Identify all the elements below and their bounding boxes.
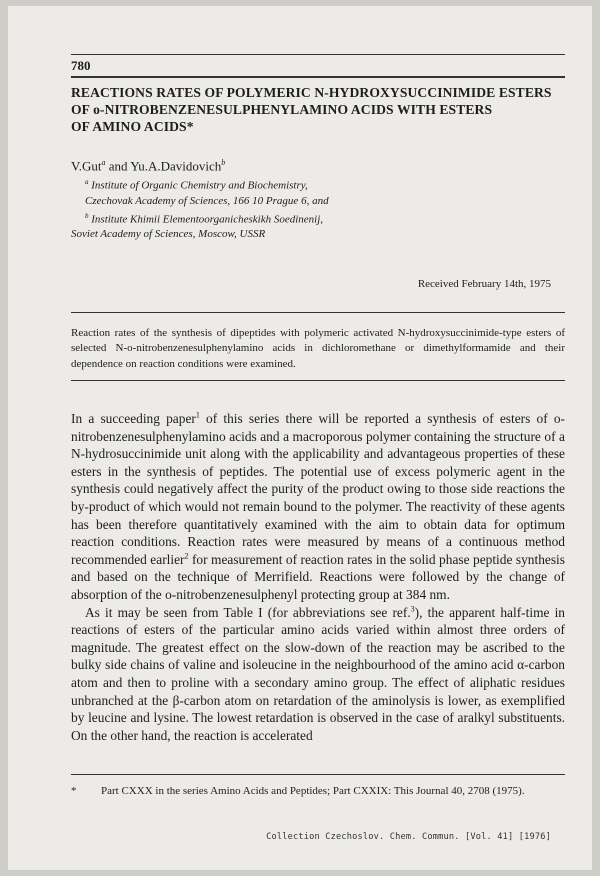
footnote (71, 784, 565, 799)
affiliation-a-text: Institute of Organic Chemistry and Biochemistry, (91, 179, 308, 192)
footnote-rule (71, 774, 565, 775)
page-number: 780 (71, 58, 91, 73)
author-2-mark: b (221, 158, 226, 167)
abstract-rule-top (71, 312, 565, 313)
reference-mark-1: 1 (195, 410, 200, 420)
affiliation-line-3 (71, 209, 329, 228)
reference-mark-3: 3 (410, 604, 415, 614)
author-1-mark: a (101, 158, 106, 167)
p1-text-b: of this series there will be reported a synthesis of esters of o-nitrobenzenesulphenylamino acids and a macroporous polymer containing the structure of a N-hydrosuccinimide unit along with the applicability and advantageous properties of these esters in the synthesis of peptides. The potential use of excess polymeric agent in the synthesis could negatively affect the purity of the product owing to those side reactions the by-product of which would not remain bound to the polymer. The reactivity of these agents has been therefore quantitatively examined with the aim to obtain data for optimum reaction conditions. Reaction rates were measured by means of a continuous method recommended earlier (71, 411, 565, 567)
p1-text-a: In a succeeding paper (71, 411, 196, 426)
author-2: Yu.A.Davidovich (130, 158, 222, 174)
reference-mark-2: 2 (184, 551, 189, 561)
affiliation-line-4: Soviet Academy of Sciences, Moscow, USSR (71, 228, 266, 241)
p2-text-a: As it may be seen from Table I (for abbreviations see ref. (85, 604, 411, 620)
affiliations (71, 175, 329, 242)
authors (71, 158, 225, 174)
paragraph-2 (71, 604, 565, 745)
affiliation-b-text: Institute Khimii Elementoorganicheskikh Soedinenij, (91, 213, 324, 226)
author-and: and (108, 158, 128, 174)
title-line-1: REACTIONS RATES OF POLYMERIC N-HYDROXYSUCCINIMIDE ESTERS (71, 85, 552, 100)
body-text (71, 410, 565, 744)
title-line-2: OF o-NITROBENZENESULPHENYLAMINO ACIDS WITH ESTERS (71, 102, 493, 117)
abstract-rule-bottom (71, 380, 565, 381)
title-line-3: OF AMINO ACIDS* (71, 119, 194, 134)
affiliation-line-2: Czechovak Academy of Sciences, 166 10 Prague 6, and (85, 194, 329, 207)
affiliation-mark-a: a (85, 178, 89, 186)
top-rule-thin (71, 54, 565, 55)
footnote-mark: * (71, 785, 77, 797)
author-1: V.Gut (71, 158, 102, 174)
affiliation-line-1 (71, 175, 329, 194)
journal-page (8, 6, 592, 870)
article-title (71, 84, 571, 135)
received-date: Received February 14th, 1975 (417, 278, 551, 290)
p2-text-b: ), the apparent half-time in reactions of esters of the particular amino acids varied within almost three orders of magnitude. The greatest effect on the slow-down of the reaction may be ascribed to the bulky side chains of valine and isoleucine in the neighbourhood of the amino acid α-carbon atom and then to proline with a secondary amino group. The effect of aliphatic residues unbranched at the β-carbon atom on retardation of the aminolysis is lower, as exemplified by leucine and lysine. The lowest retardation is observed in the case of aralkyl substituents. On the other hand, the reaction is accelerated (71, 604, 565, 743)
affiliation-mark-b: b (85, 211, 89, 220)
footnote-text: Part CXXX in the series Amino Acids and Peptides; Part CXXIX: This Journal 40, 2708 (1975). (101, 785, 525, 797)
top-rule-thick (71, 76, 565, 78)
paragraph-1 (71, 410, 565, 604)
p1-text-c: for measurement of reaction rates in the solid phase peptide synthesis and based on the technique of Merrifield. Reactions were followed by the change of absorption of the o-nitrobenzenesulphenyl protecting group at 384 nm. (71, 551, 565, 602)
journal-footer: Collection Czechoslov. Chem. Commun. [Vol. 41] [1976] (266, 832, 551, 842)
abstract: Reaction rates of the synthesis of dipeptides with polymeric activated N-hydroxysuccinimide-type esters of selected N-o-nitrobenzenesulphenylamino acids in dichloromethane or dimethylformamide and their dependence on reaction conditions were examined. (71, 327, 565, 370)
